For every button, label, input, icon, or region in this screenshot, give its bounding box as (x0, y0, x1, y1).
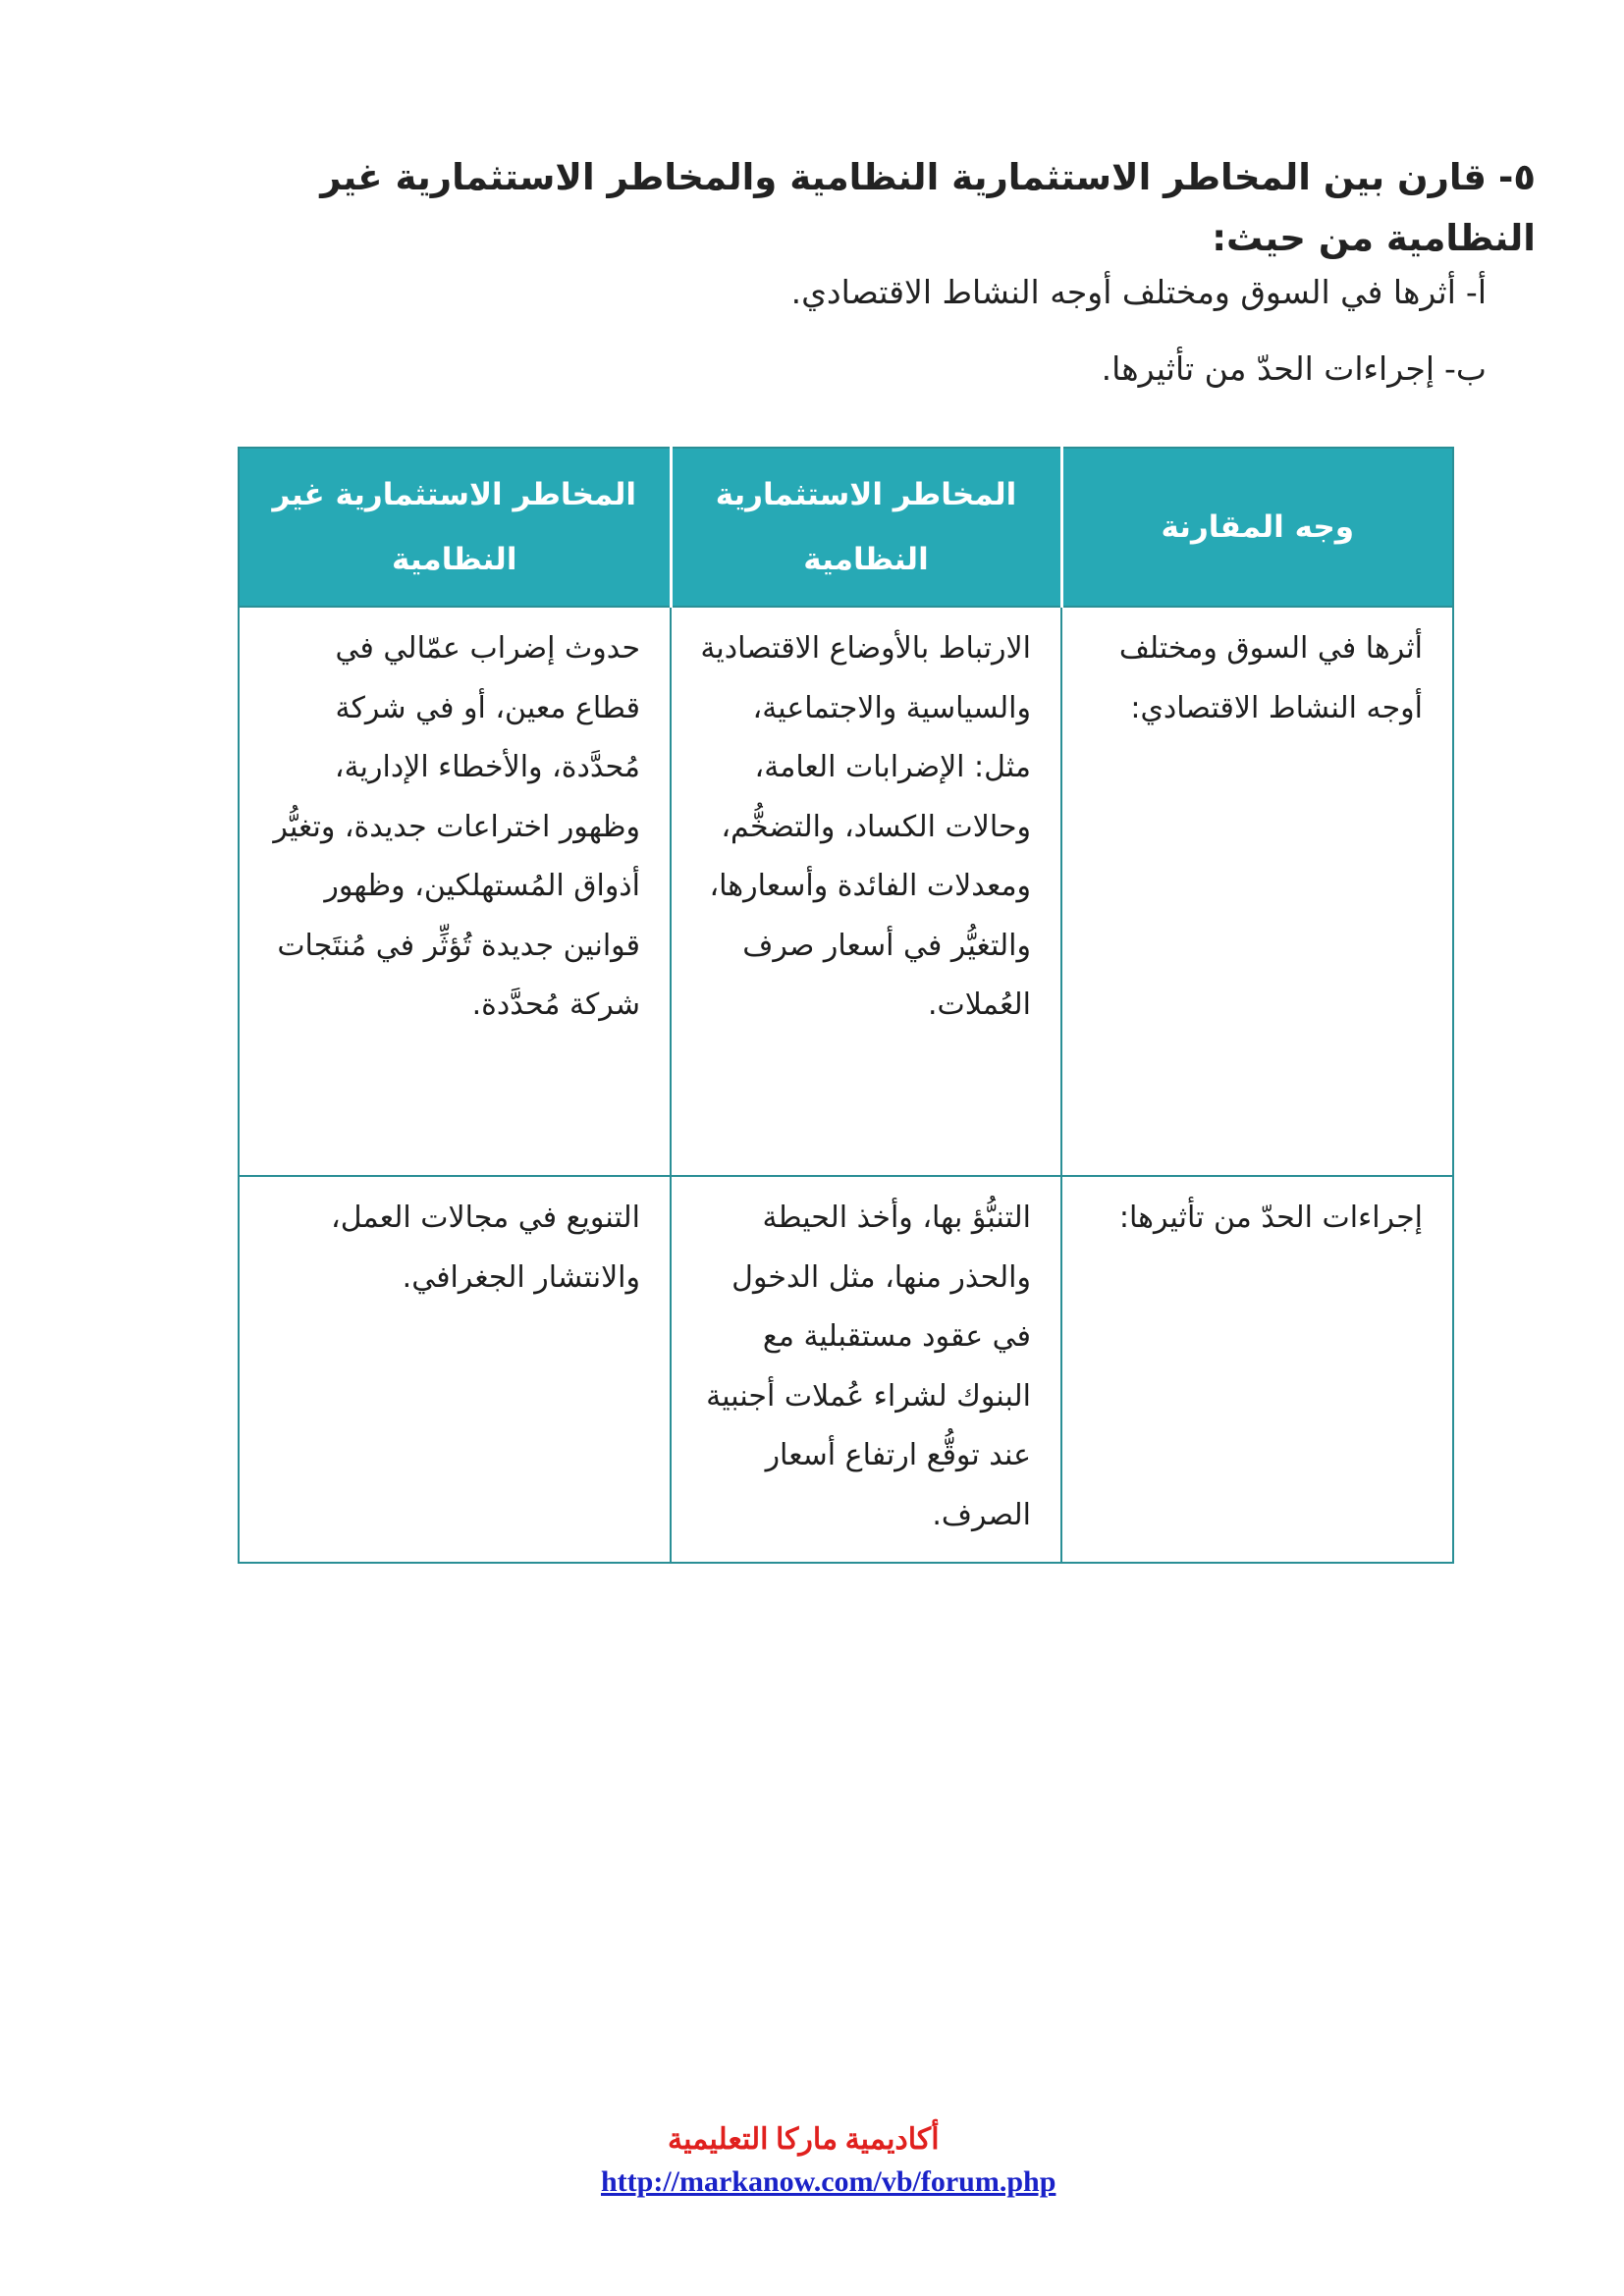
header-comparison-aspect: وجه المقارنة (1061, 448, 1453, 607)
subpoint-text: أثرها في السوق ومختلف أوجه النشاط الاقتصادي. (790, 273, 1456, 311)
table-cell-systematic: التنبُّؤ بها، وأخذ الحيطة والحذر منها، مثل الدخول في عقود مستقبلية مع البنوك لشراء عُملات أجنبية عند توقُّع ارتفاع أسعار الصرف. (671, 1176, 1061, 1563)
table-cell-aspect: إجراءات الحدّ من تأثيرها: (1061, 1176, 1453, 1563)
table-cell-aspect: أثرها في السوق ومختلف أوجه النشاط الاقتصادي: (1061, 607, 1453, 1176)
subpoint-b (210, 340, 1487, 416)
subpoint-a (210, 263, 1487, 340)
header-systematic-risks: المخاطر الاستثمارية النظامية (671, 448, 1061, 607)
subpoint-letter: أ- (1465, 273, 1487, 311)
table-header-row (239, 448, 1453, 607)
table-cell-unsystematic: التنويع في مجالات العمل، والانتشار الجغرافي. (239, 1176, 671, 1563)
subpoint-text: إجراءات الحدّ من تأثيرها. (1101, 349, 1435, 388)
table-cell-unsystematic: حدوث إضراب عمّالي في قطاع معين، أو في شركة مُحدَّدة، والأخطاء الإدارية، وظهور اختراعات جديدة، وتغيُّر أذواق المُستهلكين، وظهور قوانين جديدة تُؤثِّر في مُنتَجات شركة مُحدَّدة. (239, 607, 671, 1176)
question-heading (161, 147, 1536, 269)
subpoint-letter: ب- (1444, 349, 1487, 388)
comparison-table (238, 447, 1454, 1564)
footer-link[interactable]: http://markanow.com/vb/forum.php (601, 2165, 1056, 2198)
footer-brand: أكاديمية ماركا التعليمية (668, 2123, 940, 2156)
question-number: ٥- (1498, 156, 1536, 198)
table-row (239, 607, 1453, 1176)
subpoints-list (210, 263, 1487, 416)
header-unsystematic-risks: المخاطر الاستثمارية غير النظامية (239, 448, 671, 607)
question-text: قارن بين المخاطر الاستثمارية النظامية والمخاطر الاستثمارية غير النظامية من حيث: (320, 156, 1536, 259)
table-row (239, 1176, 1453, 1563)
table-cell-systematic: الارتباط بالأوضاع الاقتصادية والسياسية والاجتماعية، مثل: الإضرابات العامة، وحالات الكساد، والتضخُّم، ومعدلات الفائدة وأسعارها، والتغيُّر في أسعار صرف العُملات. (671, 607, 1061, 1176)
